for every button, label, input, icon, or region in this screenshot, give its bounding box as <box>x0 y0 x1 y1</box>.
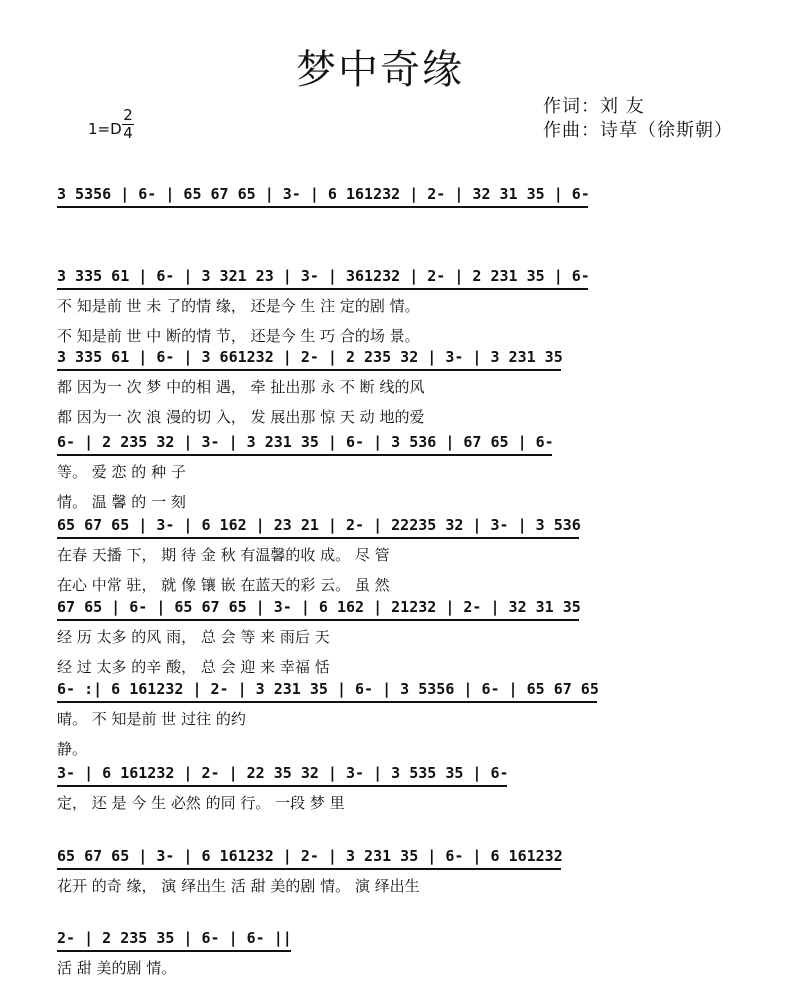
beam-line <box>57 785 507 787</box>
notation-text: 6- :| 6 161232 | 2- | 3 231 35 | 6- | 3 5356 | 6- | 65 67 65 <box>57 680 599 698</box>
notation-line <box>57 514 760 540</box>
notation-text: 65 67 65 | 3- | 6 162 | 23 21 | 2- | 22235 32 | 3- | 3 536 <box>57 516 581 534</box>
notation-text: 2- | 2 235 35 | 6- | 6- || <box>57 929 292 947</box>
beam-line <box>57 206 588 208</box>
time-signature <box>120 107 136 142</box>
beam-line <box>57 288 588 290</box>
beam-line <box>57 454 552 456</box>
notation-line <box>57 927 760 953</box>
notation-text: 6- | 2 235 32 | 3- | 3 231 35 | 6- | 3 536 | 67 65 | 6- <box>57 433 554 451</box>
beam-line <box>57 950 291 952</box>
notation-line <box>57 762 760 788</box>
notation-line <box>57 265 760 291</box>
lyric-line: 在心 中常 驻， 就 像 镶 嵌 在蓝天的彩 云。 虽 然 <box>57 576 390 594</box>
lyric-line: 都 因为一 次 浪 漫的切 入， 发 展出那 惊 天 动 地的爱 <box>57 408 425 426</box>
notation-line <box>57 346 760 372</box>
lyric-line: 不 知是前 世 未 了的情 缘， 还是今 生 注 定的剧 情。 <box>57 297 420 315</box>
beam-line <box>57 619 579 621</box>
time-signature-top: 2 <box>123 106 133 124</box>
beam-line <box>57 537 579 539</box>
lyric-line: 都 因为一 次 梦 中的相 遇， 牵 扯出那 永 不 断 线的风 <box>57 378 425 396</box>
notation-text: 65 67 65 | 3- | 6 161232 | 2- | 3 231 35 | 6- | 6 161232 <box>57 847 563 865</box>
lyric-line: 定， 还 是 今 生 必然 的同 行。 一段 梦 里 <box>57 794 345 812</box>
lyric-line: 活 甜 美的剧 情。 <box>57 959 177 977</box>
notation-text: 67 65 | 6- | 65 67 65 | 3- | 6 162 | 21232 | 2- | 32 31 35 <box>57 598 581 616</box>
lyric-line: 经 历 太多 的风 雨， 总 会 等 来 雨后 天 <box>57 628 330 646</box>
beam-line <box>57 701 597 703</box>
lyric-line: 在春 天播 下， 期 待 金 秋 有温馨的收 成。 尽 管 <box>57 546 390 564</box>
notation-text: 3 335 61 | 6- | 3 321 23 | 3- | 361232 | 2- | 2 231 35 | 6- <box>57 267 590 285</box>
lyric-line: 情。 温 馨 的 一 刻 <box>57 493 186 511</box>
notation-text: 3 5356 | 6- | 65 67 65 | 3- | 6 161232 | 2- | 32 31 35 | 6- <box>57 185 590 203</box>
key-signature: 1=D <box>88 120 122 138</box>
notation-text: 3 335 61 | 6- | 3 661232 | 2- | 2 235 32 | 3- | 3 231 35 <box>57 348 563 366</box>
lyric-line: 等。 爱 恋 的 种 子 <box>57 463 186 481</box>
notation-line <box>57 183 760 209</box>
notation-line <box>57 431 760 457</box>
notation-line <box>57 845 760 871</box>
lyric-line: 经 过 太多 的辛 酸， 总 会 迎 来 幸福 恬 <box>57 658 330 676</box>
lyricist-credit: 作词：刘 友 <box>543 96 645 117</box>
lyric-line: 不 知是前 世 中 断的情 节， 还是今 生 巧 合的场 景。 <box>57 327 420 345</box>
composer-credit: 作曲：诗草（徐斯朝） <box>543 120 733 141</box>
song-title: 梦中奇缘 <box>296 47 464 93</box>
beam-line <box>57 369 561 371</box>
lyric-line: 静。 <box>57 740 88 758</box>
time-signature-bottom: 4 <box>123 124 133 142</box>
notation-line <box>57 596 760 622</box>
beam-line <box>57 868 561 870</box>
lyric-line: 晴。 不 知是前 世 过往 的约 <box>57 710 246 728</box>
notation-text: 3- | 6 161232 | 2- | 22 35 32 | 3- | 3 535 35 | 6- <box>57 764 509 782</box>
notation-line <box>57 678 760 704</box>
lyric-line: 花开 的奇 缘， 演 绎出生 活 甜 美的剧 情。 演 绎出生 <box>57 877 420 895</box>
